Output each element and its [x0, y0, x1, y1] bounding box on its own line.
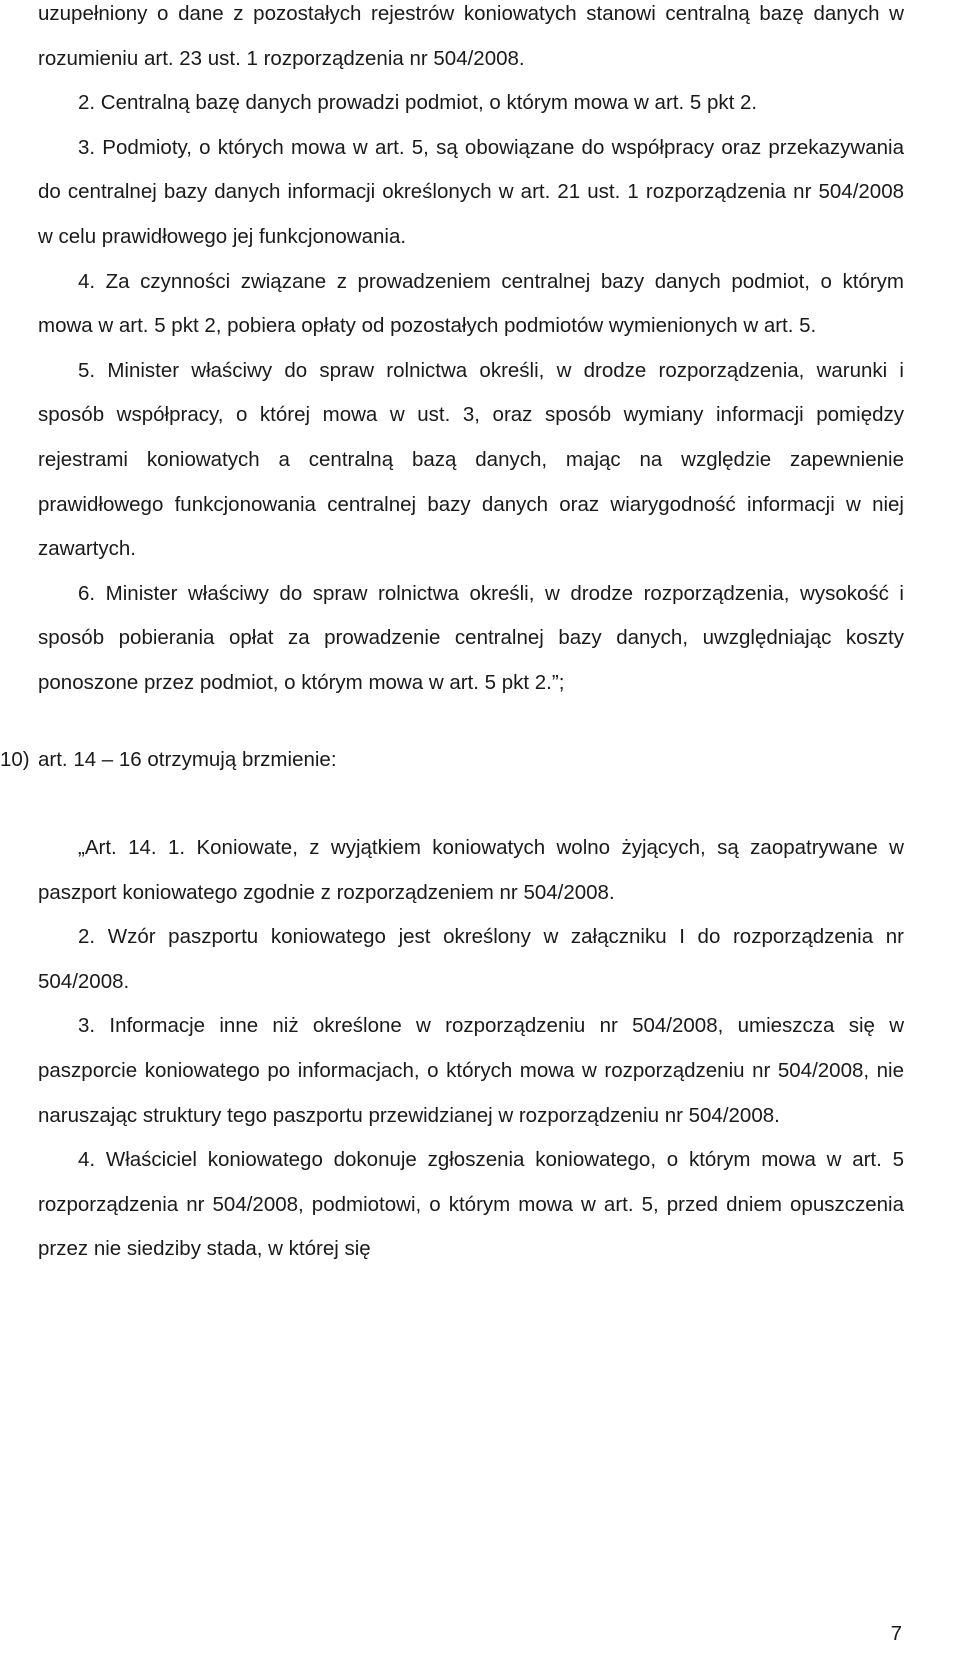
list-item-10 — [0, 738, 904, 783]
list-item-number: 10) — [0, 747, 30, 771]
paragraph-6: 6. Minister właściwy do spraw rolnictwa określi, w drodze rozporządzenia, wysokość i sposób pobierania opłat za prowadzenie centralnej bazy danych, uwzględniając koszty ponoszone przez podmiot, o którym mowa w art. 5 pkt 2.”; — [38, 581, 904, 694]
article-14-paragraph-2: 2. Wzór paszportu koniowatego jest określony w załączniku I do rozporządzenia nr 504/2008. — [38, 925, 904, 993]
page-number: 7 — [890, 1622, 902, 1645]
article-14-paragraph-1: „Art. 14. 1. Koniowate, z wyjątkiem koniowatych wolno żyjących, są zaopatrywane w paszport koniowatego zgodnie z rozporządzeniem nr 504/2008. — [38, 836, 904, 904]
list-item-text: art. 14 – 16 otrzymują brzmienie: — [38, 747, 337, 771]
paragraph-2: 2. Centralną bazę danych prowadzi podmiot, o którym mowa w art. 5 pkt 2. — [78, 91, 758, 115]
paragraph-continuation: uzupełniony o dane z pozostałych rejestrów koniowatych stanowi centralną bazę danych w rozumieniu art. 23 ust. 1 rozporządzenia nr 504/2008. — [38, 2, 904, 70]
article-14-paragraph-4: 4. Właściciel koniowatego dokonuje zgłoszenia koniowatego, o którym mowa w art. 5 rozporządzenia nr 504/2008, podmiotowi, o którym mowa w art. 5, przed dniem opuszczenia przez nie siedziby stada, w której się — [38, 1148, 904, 1261]
article-14-paragraph-3: 3. Informacje inne niż określone w rozporządzeniu nr 504/2008, umieszcza się w paszporcie koniowatego po informacjach, o których mowa w rozporządzeniu nr 504/2008, nie naruszając struktury tego paszportu przewidzianej w rozporządzeniu nr 504/2008. — [38, 1014, 904, 1127]
paragraph-4: 4. Za czynności związane z prowadzeniem centralnej bazy danych podmiot, o którym mowa w art. 5 pkt 2, pobiera opłaty od pozostałych podmiotów wymienionych w art. 5. — [38, 269, 904, 338]
paragraph-5: 5. Minister właściwy do spraw rolnictwa określi, w drodze rozporządzenia, warunki i sposób współpracy, o której mowa w ust. 3, oraz sposób wymiany informacji pomiędzy rejestrami koniowatych a centralną bazą danych, mając na względzie zapewnienie prawidłowego funkcjonowania centralnej bazy danych oraz wiarygodność informacji w niej zawartych. — [38, 358, 904, 561]
paragraph-3: 3. Podmioty, o których mowa w art. 5, są obowiązane do współpracy oraz przekazywania do centralnej bazy danych informacji określonych w art. 21 ust. 1 rozporządzenia nr 504/2008 w celu prawidłowego jej funkcjonowania. — [38, 135, 904, 248]
